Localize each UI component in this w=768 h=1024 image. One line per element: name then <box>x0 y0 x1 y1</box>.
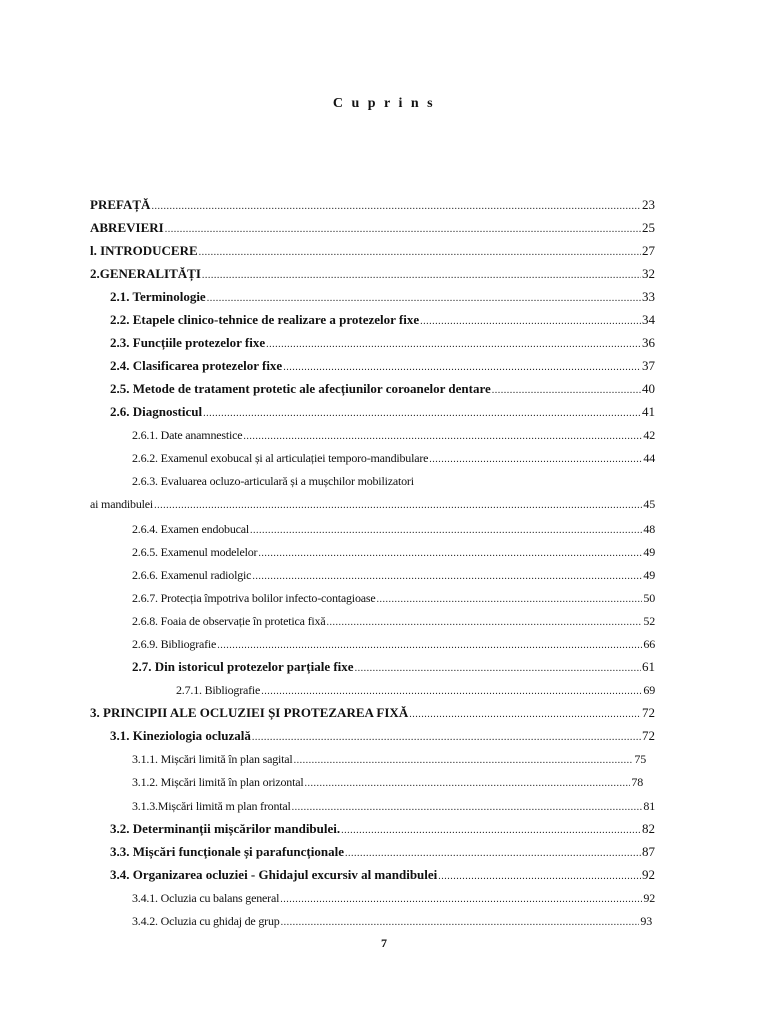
toc-page: 27 <box>642 243 655 258</box>
toc-entry-2-3 <box>110 334 655 354</box>
toc-entry-2-1 <box>110 288 655 308</box>
toc-entry-abrevieri <box>90 219 655 239</box>
toc-entry-2-2 <box>110 311 655 331</box>
toc-label-cont: ai mandibulei <box>90 497 154 511</box>
toc-label: 2.6.1. Date anamnestice <box>132 428 243 442</box>
toc-page: 52 <box>643 614 655 628</box>
toc-label: 2.7.1. Bibliografie <box>176 683 261 697</box>
toc-label: 2.4. Clasificarea protezelor fixe <box>110 358 283 373</box>
toc-label: 3.2. Determinanții mișcărilor mandibulei. <box>110 821 341 836</box>
toc-label: PREFAȚĂ <box>90 197 151 212</box>
toc-label: 2.2. Etapele clinico-tehnice de realizare a protezelor fixe <box>110 312 420 327</box>
toc-page: 87 <box>642 844 655 859</box>
toc-entry-2-6-8 <box>132 612 655 632</box>
toc-page: 61 <box>642 659 655 674</box>
toc-label: 3. PRINCIPII ALE OCLUZIEI ȘI PROTEZAREA FIXĂ <box>90 705 409 720</box>
toc-page: 49 <box>643 545 655 559</box>
toc-entry-2-6-2 <box>132 449 655 469</box>
toc-page: 23 <box>642 197 655 212</box>
toc-page: 82 <box>642 821 655 836</box>
toc-page: 37 <box>642 358 655 373</box>
toc-label: 2.6.8. Foaia de observație în protetica fixă <box>132 614 326 628</box>
toc-entry-3-2 <box>110 820 655 840</box>
toc-label: 3.1.3.Mișcări limită m plan frontal <box>132 799 291 813</box>
toc-entry-2-6-7 <box>132 589 655 609</box>
toc-entry-2-6-3-label: 2.6.3. Evaluarea ocluzo-articulară și a mușchilor mobilizatori <box>132 474 414 488</box>
toc-entry-2-5 <box>110 380 655 400</box>
toc-label: 3.1.1. Mișcări limită în plan sagital <box>132 752 293 766</box>
toc-entry-3-1 <box>110 727 655 747</box>
toc-page: 33 <box>642 289 655 304</box>
toc-entry-3-3 <box>110 843 655 863</box>
toc-entry-2-6-4 <box>132 520 655 540</box>
toc-entry-introducere <box>90 242 655 262</box>
toc-entry-2-4 <box>110 357 655 377</box>
toc-page: 93 <box>640 914 652 928</box>
toc-page: 49 <box>643 568 655 582</box>
toc-label: ABREVIERI <box>90 220 164 235</box>
toc-entry-3-4-2 <box>132 912 652 932</box>
toc-label: 2.6.4. Examen endobucal <box>132 522 250 536</box>
toc-page: 72 <box>642 728 655 743</box>
toc-label: 3.4. Organizarea ocluziei - Ghidajul excursiv al mandibulei <box>110 867 438 882</box>
toc-entry-2-7 <box>132 658 655 678</box>
toc-label: 2.5. Metode de tratament protetic ale afecțiunilor coroanelor dentare <box>110 381 491 396</box>
toc-page: 66 <box>643 637 655 651</box>
toc-page: 48 <box>643 522 655 536</box>
toc-label: 3.1.2. Mișcări limită în plan orizontal <box>132 775 304 789</box>
toc-page: 81 <box>643 799 655 813</box>
toc-page: 41 <box>642 404 655 419</box>
toc-entry-3-1-3 <box>132 797 655 817</box>
toc-page: 69 <box>643 683 655 697</box>
toc-label: 3.3. Mișcări funcționale și parafuncționale <box>110 844 344 859</box>
toc-page: 72 <box>642 705 655 720</box>
toc-entry-prefata <box>90 196 655 216</box>
toc-entry-3-1-2 <box>132 773 643 793</box>
toc-entry-2-6-9 <box>132 635 655 655</box>
toc-page: 50 <box>643 591 655 605</box>
toc-label: 3.4.1. Ocluzia cu balans general <box>132 891 280 905</box>
toc-label: 2.7. Din istoricul protezelor parțiale fixe <box>132 659 354 674</box>
toc-label: 2.6.6. Examenul radiolgic <box>132 568 252 582</box>
toc-label: l. INTRODUCERE <box>90 243 198 258</box>
toc-label: 3.1. Kineziologia ocluzală <box>110 728 251 743</box>
toc-entry-2-7-1 <box>176 681 655 701</box>
toc-entry-2-6-6 <box>132 566 655 586</box>
toc-page: 92 <box>643 891 655 905</box>
toc-page: 34 <box>642 312 655 327</box>
toc-entry-generalitati <box>90 265 655 285</box>
toc-page: 42 <box>643 428 655 442</box>
toc-label: 2.GENERALITĂȚI <box>90 266 201 281</box>
toc-page: 40 <box>642 381 655 396</box>
toc-entry-3-4-1 <box>132 889 655 909</box>
toc-label: 2.3. Funcțiile protezelor fixe <box>110 335 266 350</box>
toc-label: 2.6.2. Examenul exobucal și al articulației temporo-mandibulare <box>132 451 429 465</box>
toc-entry-2-6-1 <box>132 426 655 446</box>
toc-page: 25 <box>642 220 655 235</box>
toc-page: 78 <box>631 775 643 789</box>
toc-label: 2.6. Diagnosticul <box>110 404 203 419</box>
toc-label: 2.1. Terminologie <box>110 289 206 304</box>
toc-page: 44 <box>643 451 655 465</box>
toc-page: 75 <box>634 752 646 766</box>
toc-page: 45 <box>643 497 655 511</box>
toc-page: 36 <box>642 335 655 350</box>
toc-entry-3-4 <box>110 866 655 886</box>
toc-label: 2.6.9. Bibliografie <box>132 637 217 651</box>
toc-entry-2-6 <box>110 403 655 423</box>
toc-title: C u p r i n s <box>332 96 436 111</box>
toc-label: 3.4.2. Ocluzia cu ghidaj de grup <box>132 914 280 928</box>
toc-entry-3-1-1 <box>132 750 646 770</box>
toc-label: 2.6.7. Protecția împotriva bolilor infecto-contagioase <box>132 591 376 605</box>
toc-entry-2-6-3 <box>90 495 655 515</box>
toc-entry-2-6-5 <box>132 543 655 563</box>
toc-page: 92 <box>642 867 655 882</box>
toc-page: 32 <box>642 266 655 281</box>
toc-label: 2.6.5. Examenul modelelor <box>132 545 258 559</box>
page-number: 7 <box>381 936 387 950</box>
toc-entry-3 <box>90 704 655 724</box>
